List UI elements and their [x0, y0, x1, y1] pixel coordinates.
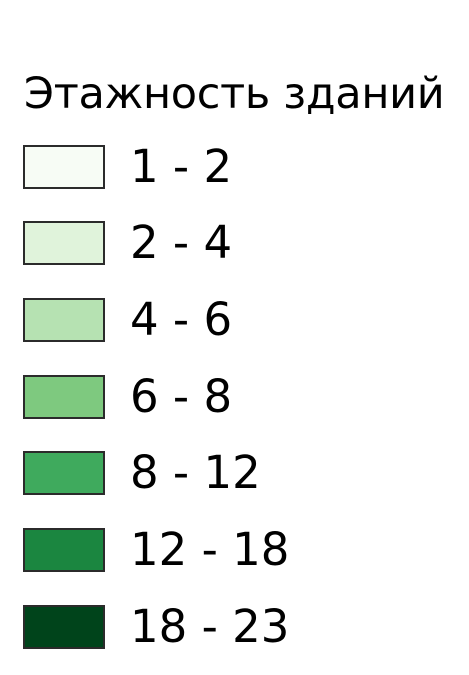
legend-title: Этажность зданий — [24, 69, 445, 119]
legend-swatch — [23, 605, 105, 649]
legend-item-label: 2 - 4 — [130, 216, 233, 269]
legend-swatch — [23, 221, 105, 265]
legend-item-label: 4 - 6 — [130, 293, 233, 346]
legend-item — [0, 368, 469, 428]
legend-item — [0, 138, 469, 198]
legend-item — [0, 444, 469, 504]
legend-item-label: 12 - 18 — [130, 523, 290, 576]
legend-swatch — [23, 375, 105, 419]
legend-item — [0, 214, 469, 274]
legend-item-label: 1 - 2 — [130, 140, 233, 193]
legend-item-label: 18 - 23 — [130, 600, 290, 653]
legend-swatch — [23, 145, 105, 189]
legend-swatch — [23, 298, 105, 342]
legend-item-label: 8 - 12 — [130, 446, 261, 499]
legend-swatch — [23, 451, 105, 495]
legend-item — [0, 598, 469, 658]
legend-item — [0, 291, 469, 351]
legend-swatch — [23, 528, 105, 572]
legend-item-label: 6 - 8 — [130, 370, 233, 423]
legend-item — [0, 521, 469, 581]
